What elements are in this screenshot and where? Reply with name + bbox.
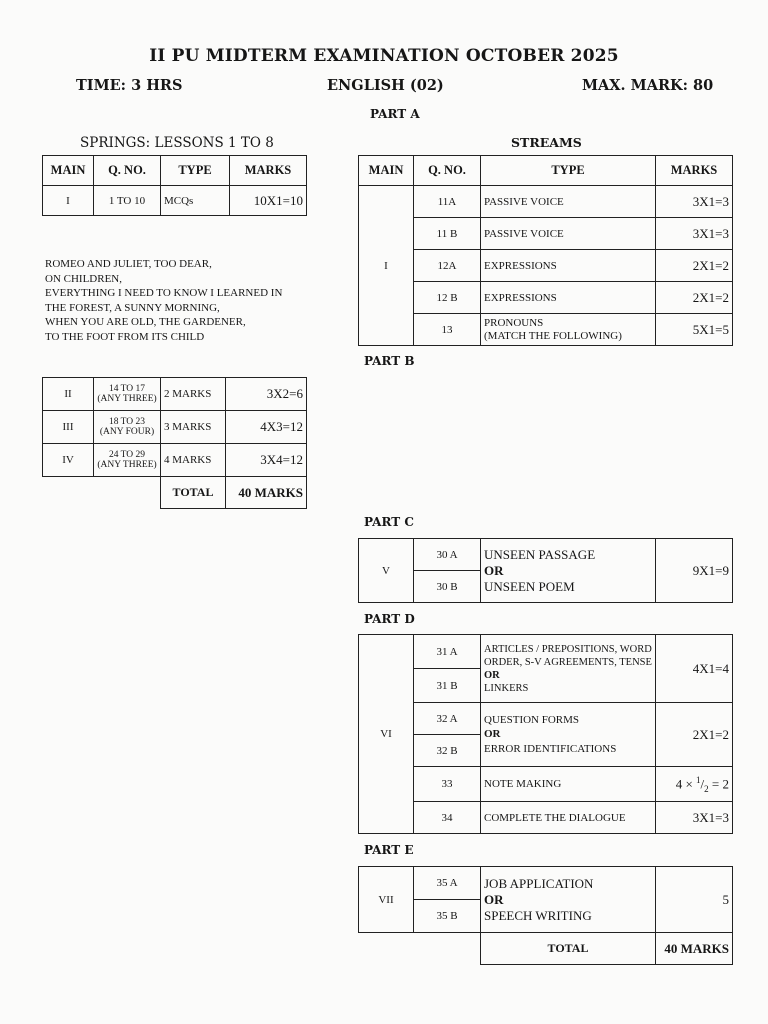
part-d-label: PART D: [364, 612, 415, 626]
partb-main: II: [43, 378, 94, 411]
partd-marks-33: $4 \times ^1/_2 = 2$: [656, 767, 733, 802]
blank-cell: [94, 477, 161, 509]
streams-type: EXPRESSIONS: [481, 250, 656, 282]
partd-type-32: [481, 703, 656, 767]
streams-marks: 3X1=3: [656, 218, 733, 250]
partd-marks-31: 4X1=4: [656, 635, 733, 703]
partc-type-2: UNSEEN POEM: [484, 578, 575, 594]
springs-marks: 10X1=10: [230, 186, 307, 216]
partc-or: OR: [484, 562, 504, 578]
partd-type-line: ORDER, S-V AGREEMENTS, TENSE: [484, 656, 652, 668]
header-marks: MARKS: [230, 156, 307, 186]
header-main: MAIN: [43, 156, 94, 186]
partb-marks: 3X4=12: [226, 444, 307, 477]
streams-type: PASSIVE VOICE: [481, 218, 656, 250]
partb-main: III: [43, 411, 94, 444]
exam-time: TIME: 3 HRS: [76, 77, 183, 94]
streams-marks: 5X1=5: [656, 314, 733, 346]
list-item: THE FOREST, A SUNNY MORNING,: [45, 301, 220, 314]
streams-table: [358, 155, 733, 346]
part-c-table: [358, 538, 733, 603]
partc-type: [481, 539, 656, 603]
lessons-list: [45, 257, 282, 345]
partd-qno: 34: [414, 802, 481, 834]
partd-qno: 31 A: [414, 635, 481, 669]
blank-cell: [359, 933, 414, 965]
springs-type: MCQs: [161, 186, 230, 216]
exam-subject: ENGLISH (02): [327, 77, 444, 94]
max-mark: MAX. MARK: 80: [582, 77, 714, 94]
parte-marks: 5: [656, 867, 733, 933]
list-item: TO THE FOOT FROM ITS CHILD: [45, 330, 205, 343]
partd-type-31: [481, 635, 656, 703]
parte-qno: 35 A: [414, 867, 481, 900]
partc-main: V: [359, 539, 414, 603]
streams-qno: 12A: [414, 250, 481, 282]
part-b-label: PART B: [364, 354, 415, 368]
part-e-table: [358, 866, 733, 965]
partb-type: 4 MARKS: [161, 444, 226, 477]
parte-or: OR: [484, 891, 504, 907]
partc-marks: 9X1=9: [656, 539, 733, 603]
streams-qno: 11 B: [414, 218, 481, 250]
partb-qno-range: 18 TO 23: [108, 417, 146, 427]
springs-table: [42, 155, 307, 216]
fraction-num: 1: [696, 774, 701, 785]
parte-total-label: TOTAL: [481, 933, 656, 965]
partb-qno: [94, 378, 161, 411]
header-type: TYPE: [161, 156, 230, 186]
streams-type-line1: PRONOUNS: [484, 316, 544, 329]
partd-marks-34: 3X1=3: [656, 802, 733, 834]
blank-cell: [43, 477, 94, 509]
list-item: ON CHILDREN,: [45, 272, 122, 285]
header-qno: Q. NO.: [94, 156, 161, 186]
header-type: TYPE: [481, 156, 656, 186]
streams-heading: STREAMS: [511, 135, 582, 150]
parte-type-1: JOB APPLICATION: [484, 875, 594, 891]
partd-qno: 33: [414, 767, 481, 802]
partd-type-33: NOTE MAKING: [481, 767, 656, 802]
partb-qno-note: (ANY THREE): [97, 394, 157, 404]
partd-type-line: LINKERS: [484, 682, 529, 694]
partb-type: 2 MARKS: [161, 378, 226, 411]
streams-marks: 3X1=3: [656, 186, 733, 218]
partc-qno: 30 A: [414, 539, 481, 571]
exam-title: II PU MIDTERM EXAMINATION OCTOBER 2025: [149, 46, 619, 66]
parte-main: VII: [359, 867, 414, 933]
partd-type-line: QUESTION FORMS: [484, 713, 580, 726]
partd-or: OR: [484, 669, 500, 681]
streams-type-line2: (MATCH THE FOLLOWING): [484, 329, 622, 342]
part-a-label: PART A: [370, 107, 420, 121]
fraction-den: 2: [704, 783, 709, 794]
partb-qno-range: 14 TO 17: [108, 384, 146, 394]
parte-type-2: SPEECH WRITING: [484, 907, 592, 923]
partb-total-value: 40 MARKS: [226, 477, 307, 509]
partd-or: OR: [484, 728, 501, 741]
partb-total-label: TOTAL: [161, 477, 226, 509]
partd-marks-32: 2X1=2: [656, 703, 733, 767]
streams-main: I: [359, 186, 414, 346]
springs-qno: 1 TO 10: [94, 186, 161, 216]
part-e-label: PART E: [364, 843, 414, 857]
marks-prefix: 4 ×: [675, 775, 697, 791]
header-main: MAIN: [359, 156, 414, 186]
partb-qno-range: 24 TO 29: [108, 450, 146, 460]
list-item: WHEN YOU ARE OLD, THE GARDENER,: [45, 316, 246, 329]
streams-qno: 12 B: [414, 282, 481, 314]
partb-marks: 3X2=6: [226, 378, 307, 411]
header-qno: Q. NO.: [414, 156, 481, 186]
partd-main: VI: [359, 635, 414, 834]
springs-heading: SPRINGS: LESSONS 1 TO 8: [80, 135, 274, 151]
partc-qno: 30 B: [414, 571, 481, 603]
partd-type-34: COMPLETE THE DIALOGUE: [481, 802, 656, 834]
streams-marks: 2X1=2: [656, 282, 733, 314]
partd-qno: 32 B: [414, 735, 481, 767]
partb-marks: 4X3=12: [226, 411, 307, 444]
partd-type-line: ARTICLES / PREPOSITIONS, WORD: [484, 643, 652, 655]
springs-main: I: [43, 186, 94, 216]
streams-type: [481, 314, 656, 346]
partd-qno: 32 A: [414, 703, 481, 735]
streams-qno: 11A: [414, 186, 481, 218]
parte-total-value: 40 MARKS: [656, 933, 733, 965]
part-b-table: [42, 377, 307, 509]
streams-marks: 2X1=2: [656, 250, 733, 282]
partc-type-1: UNSEEN PASSAGE: [484, 546, 596, 562]
marks-suffix: = 2: [708, 775, 729, 791]
parte-type: [481, 867, 656, 933]
partb-type: 3 MARKS: [161, 411, 226, 444]
partb-qno: [94, 444, 161, 477]
part-c-label: PART C: [364, 515, 414, 529]
list-item: EVERYTHING I NEED TO KNOW I LEARNED IN: [45, 287, 283, 300]
streams-qno: 13: [414, 314, 481, 346]
partb-main: IV: [43, 444, 94, 477]
blank-cell: [414, 933, 481, 965]
part-d-table: [358, 634, 733, 834]
partb-qno-note: (ANY FOUR): [99, 427, 155, 437]
list-item: ROMEO AND JULIET, TOO DEAR,: [45, 258, 212, 270]
partb-qno: [94, 411, 161, 444]
streams-type: PASSIVE VOICE: [481, 186, 656, 218]
streams-type: EXPRESSIONS: [481, 282, 656, 314]
header-marks: MARKS: [656, 156, 733, 186]
partb-qno-note: (ANY THREE): [97, 460, 157, 470]
partd-type-line: ERROR IDENTIFICATIONS: [484, 742, 617, 755]
parte-qno: 35 B: [414, 900, 481, 933]
partd-qno: 31 B: [414, 669, 481, 703]
